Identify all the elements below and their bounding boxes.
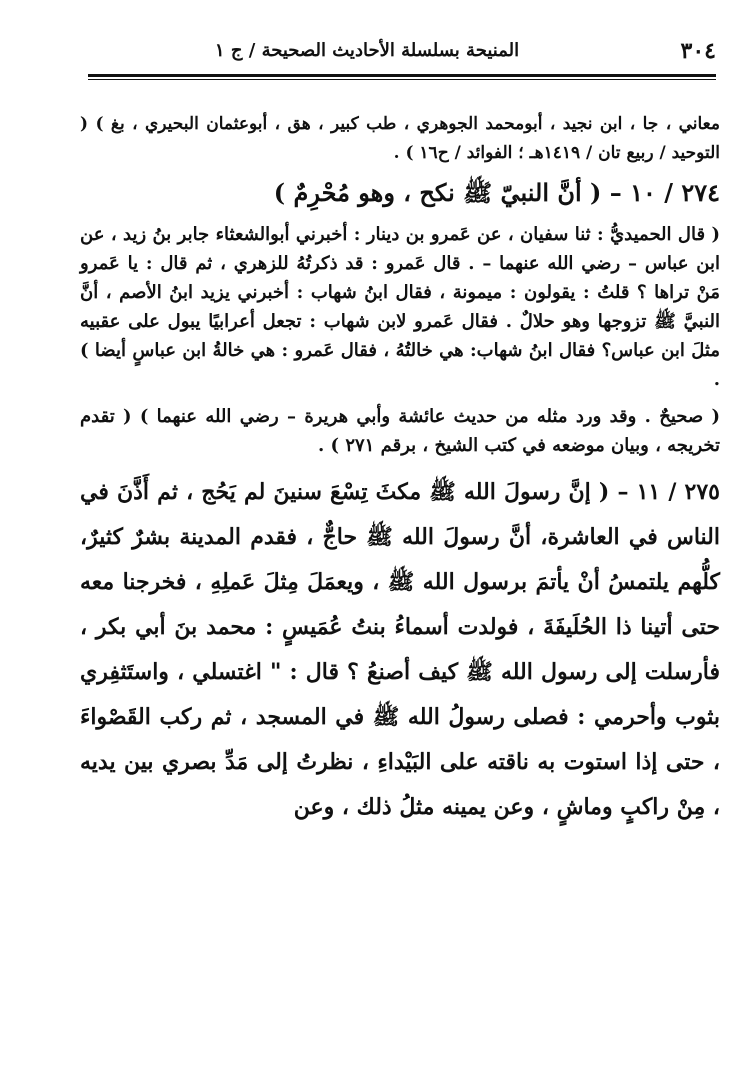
header-rule-thin — [88, 79, 716, 80]
running-title: المنيحة بسلسلة الأحاديث الصحيحة / ج ١ — [214, 40, 520, 61]
page-number: ٣٠٤ — [680, 38, 716, 64]
hadith-274-grading: ( صحيحٌ . وقد ورد مثله من حديث عائشة وأبي هريرة – رضي الله عنهما ) ( تقدم تخريجه ، وبيان موضعه في كتب الشيخ ، برقم ٢٧١ ) . — [80, 406, 720, 456]
page-header — [88, 30, 716, 72]
hadith-275-text: ٢٧٥ / ١١ – ( إنَّ رسولَ الله ﷺ مكثَ تِسْعَ سنينَ لم يَحُج ، ثم أَذَّنَ في الناس في العاشرة، أنَّ رسولَ الله ﷺ حاجٌّ ، فقدم المدينة بشرٌ كثيرٌ، كلُّهم يلتمسُ أنْ يأتمَ برسول الله ﷺ ، ويعمَلَ مِثلَ عَملِهِ ، فخرجنا معه حتى أتينا ذا الحُلَيفَةَ ، فولدت أسماءُ بنتُ عُمَيسٍ : محمد بنَ أبي بكر ، فأرسلت إلى رسول الله ﷺ كيف أصنعُ ؟ قال : " اغتسلي ، واستَثفِري بثوب وأحرمي : فصلى رسولُ الله ﷺ في المسجد ، ثم ركب القَصْواءَ ، حتى إذا استوت به ناقته على البَيْداءِ ، نظرتُ إلى مَدِّ بصري بين يديه ، مِنْ راكبٍ وماشٍ ، وعن يمينه مثلُ ذلك ، وعن — [80, 479, 720, 820]
page-content — [80, 110, 720, 830]
source-list-paragraph: معاني ، جا ، ابن نجيد ، أبومحمد الجوهري ، طب كبير ، هق ، أبوعثمان البحيري ، بغ ) ( التوحيد / ربيع تان / ١٤١٩هـ ؛ الفوائد / ح١٦ ) . — [80, 114, 720, 163]
header-rule-thick — [88, 74, 716, 77]
hadith-274-title: ٢٧٤ / ١٠ – ( أنَّ النبيّ ﷺ نكح ، وهو مُحْرِمٌ ) — [273, 178, 720, 207]
hadith-274-text: ( قال الحميديُّ : ثنا سفيان ، عن عَمرو بن دينار : أخبرني أبوالشعثاء جابر بنُ زيد ، عن ابن عباس – رضي الله عنهما – . قال عَمرو : قد ذكرتُهُ للزهري ، ثم قال : يا عَمرو مَنْ تراها ؟ قلتُ : يقولون : ميمونة ، فقال ابنُ شهاب : أخبرني يزيد ابنُ الأصم ، أنَّ النبيَّ ﷺ تزوجها وهو حلالٌ . فقال عَمرو لابن شهاب : تجعل أعرابيًا يبول على عقبيه مثلَ ابن عباس؟ فقال ابنُ شهاب: هي خالتُهُ ، فقال عَمرو : هي خالةُ ابن عباسٍ أيضا ) . — [80, 224, 720, 390]
